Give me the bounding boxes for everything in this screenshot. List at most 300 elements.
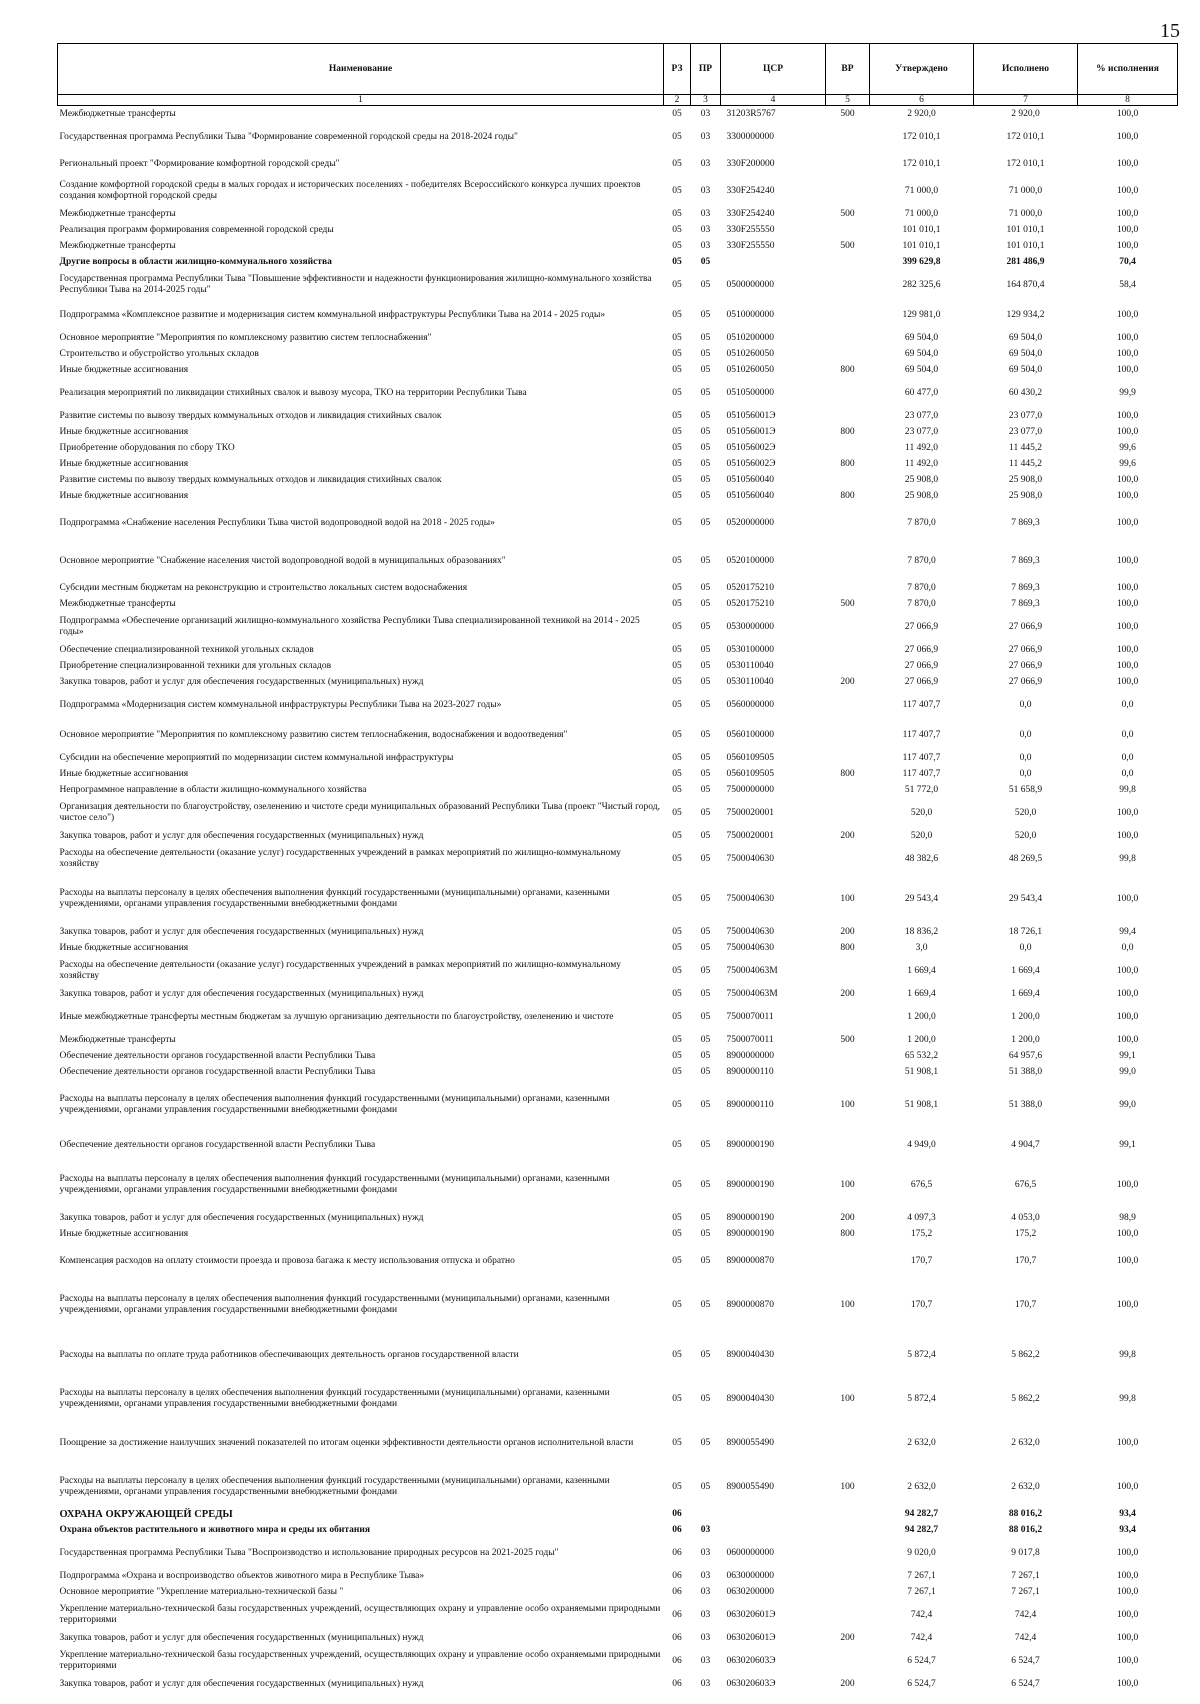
row-percent: 100,0 [1116,517,1139,528]
row-name: Закупка товаров, работ и услуг для обеспечения государственных (муниципальных) нужд [59,1632,424,1643]
table-row [58,346,1178,362]
row-rz: 05 [672,926,682,937]
row-csr: 7500070011 [726,1011,774,1022]
row-pr: 05 [700,279,711,290]
row-pr: 03 [700,1586,711,1597]
row-percent: 100,0 [1116,807,1139,818]
row-pr: 05 [700,410,711,421]
row-vr: 100 [840,1299,855,1310]
row-vr [826,254,870,270]
row-percent: 99,9 [1119,387,1136,398]
row-rz: 05 [672,474,682,485]
row-rz: 05 [672,1393,682,1404]
row-csr: 0520175210 [726,598,774,609]
row-executed: 27 066,9 [1008,621,1043,632]
row-name: Обеспечение деятельности органов государственной власти Республики Тыва [59,1066,376,1077]
row-csr: 750004063M [726,988,778,999]
row-percent: 100,0 [1116,988,1139,999]
row-name: Иные межбюджетные трансферты местным бюджетам за лучшую организацию деятельности по благоустройству, озеленению и чистоте [59,1011,614,1022]
table-row [58,782,1178,798]
row-csr: 8900040430 [726,1349,774,1360]
row-name: Организация деятельности по благоустройству, озеленению и чистоте среди муниципальных образований Республики Тыва (проект "Чистый город, чистое село") [59,802,660,823]
row-approved: 7 870,0 [907,517,936,528]
row-vr: 800 [840,426,855,437]
row-percent: 100,0 [1116,1179,1139,1190]
row-pr: 05 [700,1066,711,1077]
row-pr: 03 [700,185,711,196]
row-pr: 05 [700,1034,711,1045]
row-name: Межбюджетные трансферты [59,208,176,219]
row-vr [826,122,870,152]
row-csr: 051056001Э [726,410,776,421]
row-executed: 742,4 [1014,1632,1037,1643]
row-pr: 05 [700,1393,711,1404]
row-percent: 100,0 [1116,1228,1139,1239]
row-rz: 05 [672,644,682,655]
row-rz: 05 [672,1212,682,1223]
row-approved: 117 407,7 [902,699,941,710]
row-csr: 8900000190 [726,1139,774,1150]
row-name: Расходы на выплаты по оплате труда работников обеспечивающих деятельность органов государственной власти [59,1349,519,1360]
row-name: Межбюджетные трансферты [59,240,176,251]
row-executed: 0,0 [1019,752,1032,763]
table-row [58,798,1178,828]
row-vr [826,504,870,542]
row-rz: 06 [672,1655,682,1666]
row-rz: 05 [672,387,682,398]
row-vr: 100 [840,893,855,904]
row-approved: 117 407,7 [902,729,941,740]
row-rz: 06 [672,1586,682,1597]
row-approved: 1 669,4 [907,988,936,999]
row-approved: 27 066,9 [904,644,939,655]
row-approved: 7 870,0 [907,582,936,593]
column-number: 5 [826,95,870,106]
row-csr: 330F255550 [726,240,775,251]
row-pr: 05 [700,1139,711,1150]
row-executed: 676,5 [1014,1179,1037,1190]
table-row [58,330,1178,346]
row-executed: 742,4 [1014,1609,1037,1620]
row-vr [826,408,870,424]
column-number: 2 [664,95,691,106]
row-name: Расходы на обеспечение деятельности (оказание услуг) государственных учреждений в рамках мероприятий по жилищно-коммунальному хозяйству [59,848,621,869]
row-rz: 05 [672,893,682,904]
row-rz: 05 [672,1255,682,1266]
row-name: Поощрение за достижение наилучших значений показателей по итогам оценки эффективности деятельности органов исполнительной власти [59,1437,634,1448]
row-vr [826,330,870,346]
row-csr: 750004063M [726,965,778,976]
row-percent: 0,0 [1121,729,1134,740]
table-row [58,1210,1178,1226]
row-vr [826,782,870,798]
row-rz: 05 [672,185,682,196]
row-name: Иные бюджетные ассигнования [59,490,189,501]
row-csr: 0630000000 [726,1570,774,1581]
header-name: Наименование [58,44,664,95]
row-name: Закупка товаров, работ и услуг для обеспечения государственных (муниципальных) нужд [59,1212,424,1223]
row-vr [826,440,870,456]
row-name: Закупка товаров, работ и услуг для обеспечения государственных (муниципальных) нужд [59,988,424,999]
column-number: 7 [974,95,1078,106]
row-percent: 100,0 [1116,1678,1139,1689]
table-row [58,596,1178,612]
row-percent: 0,0 [1121,699,1134,710]
row-approved: 4 097,3 [907,1212,936,1223]
row-csr: 051056001Э [726,426,776,437]
row-vr: 200 [840,1212,855,1223]
row-vr: 100 [840,1179,855,1190]
row-pr: 05 [700,988,711,999]
row-csr: 0510500000 [726,387,774,398]
row-vr [826,1330,870,1380]
row-approved: 11 492,0 [905,458,938,469]
row-approved: 742,4 [910,1632,933,1643]
row-executed: 2 920,0 [1011,108,1040,119]
row-pr: 05 [700,729,711,740]
row-percent: 100,0 [1116,474,1139,485]
row-rz: 05 [672,410,682,421]
row-name: Иные бюджетные ассигнования [59,942,189,953]
row-name: Приобретение оборудования по сбору ТКО [59,442,235,453]
header-executed: Исполнено [974,44,1078,95]
row-pr: 03 [700,1570,711,1581]
row-rz: 05 [672,426,682,437]
row-approved: 5 872,4 [907,1393,936,1404]
row-name: Реализация мероприятий по ликвидации стихийных свалок и вывозу мусора, ТКО на территории Республики Тыва [59,387,527,398]
row-pr: 05 [700,660,711,671]
row-executed: 88 016,2 [1008,1524,1043,1535]
row-pr: 05 [700,490,711,501]
column-number: 8 [1078,95,1178,106]
row-pr: 05 [700,1299,711,1310]
table-row [58,504,1178,542]
table-row [58,924,1178,940]
row-approved: 1 200,0 [907,1034,936,1045]
row-vr: 800 [840,942,855,953]
row-vr [826,1064,870,1080]
row-approved: 282 325,6 [902,279,941,290]
row-pr: 05 [700,768,711,779]
row-name: Межбюджетные трансферты [59,1034,176,1045]
row-name: Основное мероприятие "Мероприятия по комплексному развитию систем теплоснабжения" [59,332,432,343]
row-csr: 7500040630 [726,893,774,904]
table-row [58,642,1178,658]
row-rz: 05 [672,108,682,119]
row-vr: 200 [840,988,855,999]
row-approved: 51 908,1 [904,1099,939,1110]
table-row [58,472,1178,488]
row-percent: 100,0 [1116,309,1139,320]
row-approved: 51 908,1 [904,1066,939,1077]
row-csr: 7500020001 [726,830,774,841]
row-csr: 8900000110 [726,1099,774,1110]
row-vr [826,956,870,986]
row-pr: 05 [700,942,711,953]
row-pr: 03 [700,1609,711,1620]
table-row [58,828,1178,844]
row-pr: 05 [700,1179,711,1190]
column-number: 1 [58,95,664,106]
row-name: Расходы на выплаты персоналу в целях обеспечения выполнения функций государственными (муниципальными) органами, казенными учреждениями, органами управления государственными внебюджетными фондами [59,888,610,909]
row-name: Укрепление материально-технической базы государственных учреждений, осуществляющих охрану и управление особо охраняемыми природными территориями [59,1650,661,1671]
row-pr: 05 [700,598,711,609]
row-csr: 051056002Э [726,442,776,453]
row-csr: 063020603Э [726,1655,776,1666]
row-pr: 05 [700,621,711,632]
row-rz: 05 [672,598,682,609]
row-rz: 05 [672,965,682,976]
row-name: Расходы на выплаты персоналу в целях обеспечения выполнения функций государственными (муниципальными) органами, казенными учреждениями, органами управления государственными внебюджетными фондами [59,1094,610,1115]
row-percent: 100,0 [1116,410,1139,421]
row-approved: 1 669,4 [907,965,936,976]
row-name: Расходы на выплаты персоналу в целях обеспечения выполнения функций государственными (муниципальными) органами, казенными учреждениями, органами управления государственными внебюджетными фондами [59,1174,610,1195]
row-csr: 0510560040 [726,474,774,485]
row-csr: 7500000000 [726,784,774,795]
row-executed: 25 908,0 [1008,490,1043,501]
row-executed: 71 000,0 [1008,185,1043,196]
row-name: Основное мероприятие "Снабжение населения чистой водопроводной водой в муниципальных образованиях" [59,555,506,566]
row-csr: 0520000000 [726,517,774,528]
row-csr: 0560000000 [726,699,774,710]
header-percent: % исполнения [1078,44,1178,95]
row-rz: 05 [672,1349,682,1360]
row-rz: 05 [672,1066,682,1077]
row-approved: 2 920,0 [907,108,936,119]
row-percent: 99,4 [1119,926,1136,937]
row-percent: 100,0 [1116,364,1139,375]
row-csr: 7500040630 [726,942,774,953]
row-vr: 500 [840,240,855,251]
table-row [58,612,1178,642]
row-executed: 2 632,0 [1011,1481,1040,1492]
row-percent: 98,9 [1119,1212,1136,1223]
row-csr: 8900000190 [726,1228,774,1239]
row-name: Расходы на выплаты персоналу в целях обеспечения выполнения функций государственными (муниципальными) органами, казенными учреждениями, органами управления государственными внебюджетными фондами [59,1388,610,1409]
row-executed: 1 669,4 [1011,988,1040,999]
table-row [58,1506,1178,1522]
row-rz: 05 [672,1139,682,1150]
row-percent: 93,4 [1119,1524,1136,1535]
row-rz: 05 [672,853,682,864]
row-percent: 100,0 [1116,1586,1139,1597]
row-csr: 7500070011 [726,1034,774,1045]
row-approved: 520,0 [910,807,933,818]
row-csr: 7500040630 [726,853,774,864]
row-percent: 100,0 [1116,158,1139,169]
row-percent: 100,0 [1116,1609,1139,1620]
row-rz: 05 [672,224,682,235]
row-executed: 520,0 [1014,830,1037,841]
row-percent: 100,0 [1116,660,1139,671]
row-rz: 05 [672,555,682,566]
row-approved: 1 200,0 [907,1011,936,1022]
row-name: Развитие системы по вывозу твердых коммунальных отходов и ликвидация стихийных свалок [59,474,442,485]
row-approved: 48 382,6 [904,853,939,864]
row-name: Укрепление материально-технической базы государственных учреждений, осуществляющих охрану и управление особо охраняемыми природными территориями [59,1604,661,1625]
row-rz: 05 [672,807,682,818]
row-rz: 05 [672,131,682,142]
row-percent: 100,0 [1116,1255,1139,1266]
table-row [58,1002,1178,1032]
row-percent: 93,4 [1119,1508,1136,1519]
row-name: Охрана объектов растительного и животного мира и среды их обитания [59,1524,370,1535]
row-csr: 8900000110 [726,1066,774,1077]
table-row [58,1064,1178,1080]
row-vr: 500 [840,108,855,119]
row-csr: 063020601Э [726,1632,776,1643]
row-csr: 0520175210 [726,582,774,593]
row-csr: 0630200000 [726,1586,774,1597]
header-vr: ВР [826,44,870,95]
row-percent: 100,0 [1116,598,1139,609]
row-percent: 100,0 [1116,1632,1139,1643]
row-pr: 05 [700,348,711,359]
row-name: Подпрограмма «Снабжение населения Республики Тыва чистой водопроводной водой на 2018 - 2025 годы» [59,517,495,528]
row-csr: 0530110040 [726,676,774,687]
row-approved: 65 532,2 [904,1050,939,1061]
row-vr [826,720,870,750]
row-pr: 05 [700,1011,711,1022]
row-executed: 11 445,2 [1009,458,1042,469]
row-executed: 23 077,0 [1008,426,1043,437]
table-row [58,122,1178,152]
row-name: Иные бюджетные ассигнования [59,364,189,375]
row-executed: 172 010,1 [1006,158,1045,169]
row-name: Субсидии на обеспечение мероприятий по модернизации систем коммунальной инфраструктуры [59,752,454,763]
row-percent: 0,0 [1121,942,1134,953]
row-rz: 05 [672,1034,682,1045]
row-csr: 8900000190 [726,1212,774,1223]
row-approved: 101 010,1 [902,240,941,251]
row-executed: 2 632,0 [1011,1437,1040,1448]
row-executed: 18 726,1 [1008,926,1043,937]
row-rz: 05 [672,442,682,453]
row-name: Компенсация расходов на оплату стоимости проезда и провоза багажа к месту использования отпуска и обратно [59,1255,515,1266]
row-percent: 100,0 [1116,208,1139,219]
row-pr: 05 [700,1050,711,1061]
table-row [58,956,1178,986]
row-approved: 27 066,9 [904,676,939,687]
table-row [58,1538,1178,1568]
table-row [58,1280,1178,1330]
row-pr: 03 [700,158,711,169]
table-row [58,658,1178,674]
table-row [58,1468,1178,1506]
row-name: Приобретение специализированной техники для угольных складов [59,660,332,671]
row-vr [826,542,870,580]
row-rz: 05 [672,158,682,169]
row-approved: 71 000,0 [904,208,939,219]
row-name: Основное мероприятие "Укрепление материально-технической базы " [59,1586,344,1597]
row-approved: 69 504,0 [904,332,939,343]
row-vr [826,378,870,408]
row-name: Межбюджетные трансферты [59,598,176,609]
row-executed: 7 869,3 [1011,598,1040,609]
budget-execution-table [57,43,1178,1692]
row-percent: 100,0 [1116,1570,1139,1581]
row-rz: 05 [672,256,682,267]
row-executed: 69 504,0 [1008,348,1043,359]
row-executed: 101 010,1 [1006,240,1045,251]
row-name: Иные бюджетные ассигнования [59,458,189,469]
row-vr [826,612,870,642]
row-rz: 05 [672,582,682,593]
column-number: 6 [870,95,974,106]
page-number: 15 [1160,20,1180,42]
row-rz: 05 [672,208,682,219]
table-row [58,408,1178,424]
table-header [58,44,1178,106]
row-pr: 03 [700,240,711,251]
row-approved: 6 524,7 [907,1678,936,1689]
row-pr: 05 [700,752,711,763]
header-pr: ПР [691,44,721,95]
row-name: Иные бюджетные ассигнования [59,426,189,437]
row-rz: 06 [672,1609,682,1620]
row-executed: 170,7 [1014,1299,1037,1310]
row-approved: 175,2 [910,1228,933,1239]
row-percent: 100,0 [1116,830,1139,841]
row-vr [826,346,870,362]
row-vr [826,844,870,874]
row-pr: 05 [700,830,711,841]
table-row [58,362,1178,378]
row-percent: 100,0 [1116,1547,1139,1558]
header-rz: РЗ [664,44,691,95]
row-approved: 7 267,1 [907,1570,936,1581]
row-approved: 4 949,0 [907,1139,936,1150]
row-vr: 100 [840,1481,855,1492]
row-csr: 0510260050 [726,364,774,375]
row-name: Подпрограмма «Охрана и воспроизводство объектов животного мира в Республике Тыва» [59,1570,425,1581]
row-vr: 200 [840,1678,855,1689]
row-rz: 05 [672,699,682,710]
row-vr: 100 [840,1099,855,1110]
row-percent: 100,0 [1116,426,1139,437]
row-rz: 05 [672,1299,682,1310]
row-rz: 06 [672,1678,682,1689]
row-approved: 7 870,0 [907,555,936,566]
row-percent: 100,0 [1116,1011,1139,1022]
row-executed: 0,0 [1019,942,1032,953]
row-pr: 05 [700,364,711,375]
row-executed: 7 869,3 [1011,517,1040,528]
row-vr [826,798,870,828]
row-percent: 100,0 [1116,621,1139,632]
row-csr: 7500040630 [726,926,774,937]
row-approved: 69 504,0 [904,348,939,359]
row-vr [826,1418,870,1468]
row-rz: 06 [672,1508,682,1519]
table-row [58,940,1178,956]
row-vr [826,1522,870,1538]
table-row [58,674,1178,690]
row-percent: 70,4 [1119,256,1136,267]
row-rz: 05 [672,348,682,359]
row-pr: 05 [700,426,711,437]
table-row [58,300,1178,330]
row-executed: 64 957,6 [1008,1050,1043,1061]
row-approved: 25 908,0 [904,490,939,501]
table-row [58,542,1178,580]
row-executed: 51 388,0 [1008,1099,1043,1110]
row-executed: 0,0 [1019,729,1032,740]
row-csr: 0530110040 [726,660,774,671]
row-rz: 05 [672,752,682,763]
row-rz: 05 [672,729,682,740]
row-vr: 800 [840,490,855,501]
